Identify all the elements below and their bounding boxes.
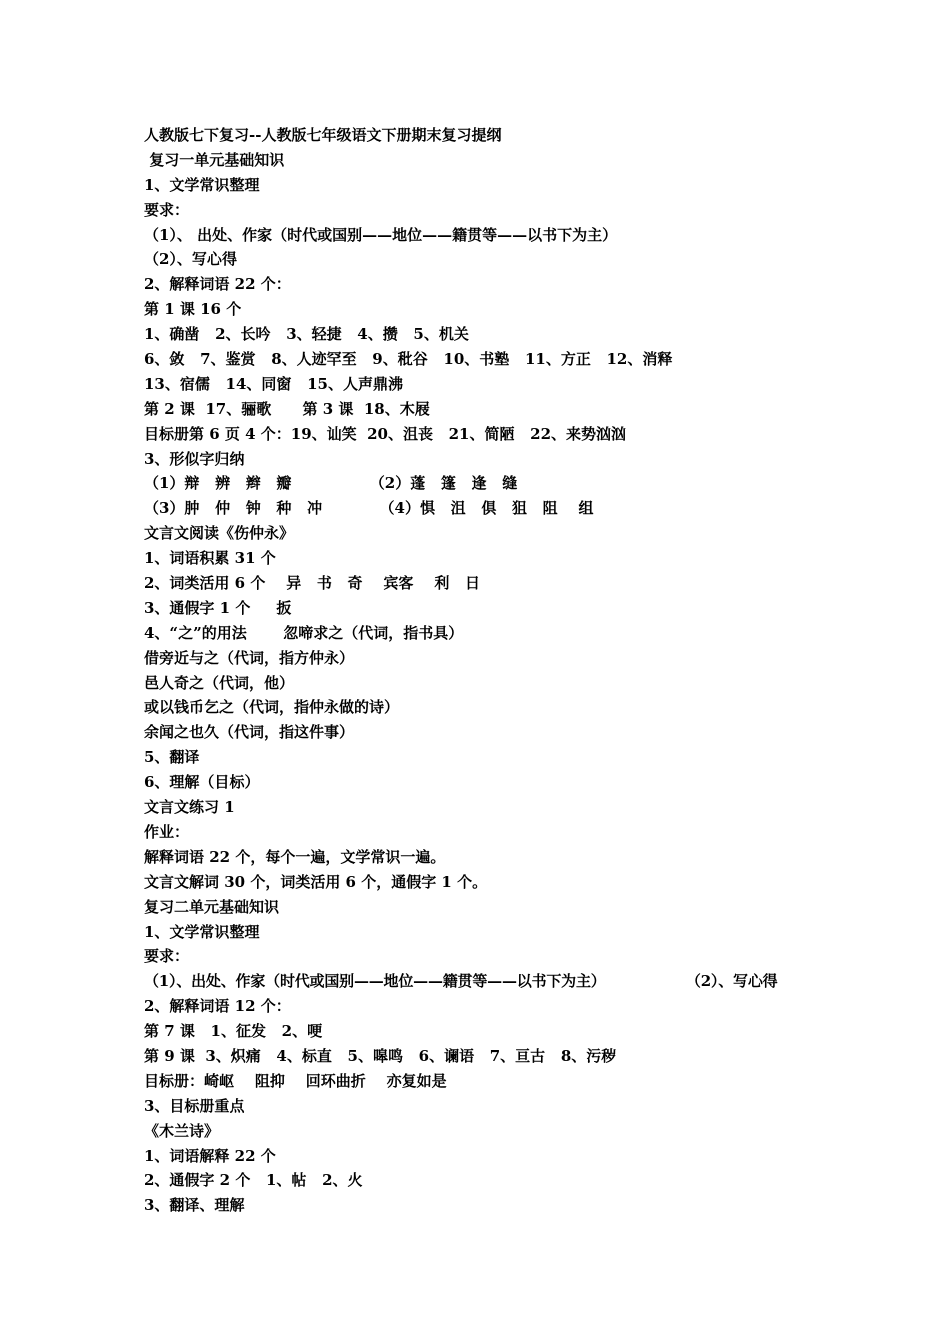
text-line: 1、确凿 2、长吟 3、轻捷 4、攒 5、机关 xyxy=(144,325,469,344)
text-line: 1、文学常识整理 xyxy=(144,922,260,941)
text-line: 邑人奇之（代词，他） xyxy=(144,673,295,692)
text-line: 目标册：崎岖 阻抑 回环曲折 亦复如是 xyxy=(144,1071,447,1090)
text-line: （2）、写心得 xyxy=(144,250,237,269)
text-line: 2、解释词语 12 个： xyxy=(144,997,291,1016)
text-line: （1）、出处、作家（时代或国别——地位——籍贯等——以书下为主） （2）、写心得 xyxy=(144,972,778,991)
text-line: 2、通假字 2 个 1、帖 2、火 xyxy=(144,1171,363,1190)
text-line: 6、理解（目标） xyxy=(144,773,260,792)
text-line: 6、敛 7、鉴赏 8、人迹罕至 9、秕谷 10、书塾 11、方正 12、消释 xyxy=(144,350,673,369)
section-heading: 复习一单元基础知识 xyxy=(144,150,285,169)
section-heading: 《木兰诗》 xyxy=(144,1121,220,1140)
text-line: 3、翻译、理解 xyxy=(144,1196,245,1215)
text-line: 5、翻译 xyxy=(144,748,200,767)
document-body xyxy=(144,123,824,1218)
text-line: 作业： xyxy=(144,822,190,841)
text-line: 3、形似字归纳 xyxy=(144,449,245,468)
text-line: 第 7 课 1、征发 2、哽 xyxy=(144,1022,323,1041)
text-line: （1）、 出处、作家（时代或国别——地位——籍贯等——以书下为主） xyxy=(144,225,618,244)
text-line: 1、文学常识整理 xyxy=(144,175,260,194)
text-line: 或以钱币乞之（代词，指仲永做的诗） xyxy=(144,698,400,717)
text-line: 要求： xyxy=(144,200,190,219)
text-line: 2、词类活用 6 个 异 书 奇 宾客 利 日 xyxy=(144,574,480,593)
text-line: 文言文解词 30 个，词类活用 6 个，通假字 1 个。 xyxy=(144,872,488,891)
text-line: 借旁近与之（代词，指方仲永） xyxy=(144,648,355,667)
text-line: 4、“之”的用法 忽啼求之（代词，指书具） xyxy=(144,623,464,642)
text-line: 第 2 课 17、骊歌 第 3 课 18、木屐 xyxy=(144,399,430,418)
section-heading: 文言文练习 1 xyxy=(144,798,235,817)
text-line: 解释词语 22 个，每个一遍，文学常识一遍。 xyxy=(144,847,446,866)
text-line: 要求： xyxy=(144,947,190,966)
text-line: 第 1 课 16 个 xyxy=(144,300,242,319)
text-line: 13、宿儒 14、同窗 15、人声鼎沸 xyxy=(144,374,403,393)
text-line: （3）肿 仲 钟 种 冲 （4）惧 沮 俱 狙 阻 组 xyxy=(144,499,594,518)
text-line: 3、通假字 1 个 扳 xyxy=(144,598,292,617)
section-heading: 复习二单元基础知识 xyxy=(144,897,280,916)
text-line: 1、词语积累 31 个 xyxy=(144,549,276,568)
text-line: 2、解释词语 22 个： xyxy=(144,275,291,294)
text-line: 1、词语解释 22 个 xyxy=(144,1146,276,1165)
section-heading: 文言文阅读《伤仲永》 xyxy=(144,524,295,543)
text-line: 余闻之也久（代词，指这件事） xyxy=(144,723,355,742)
text-line: 目标册第 6 页 4 个：19、讪笑 20、沮丧 21、简陋 22、来势汹汹 xyxy=(144,424,627,443)
text-line: 第 9 课 3、炽痛 4、标直 5、嗥鸣 6、谰语 7、亘古 8、污秽 xyxy=(144,1046,617,1065)
text-line: 3、目标册重点 xyxy=(144,1096,245,1115)
document-title: 人教版七下复习--人教版七年级语文下册期末复习提纲 xyxy=(144,126,502,144)
text-line: （1）辩 辨 辫 瓣 （2）蓬 篷 逢 缝 xyxy=(144,474,518,493)
